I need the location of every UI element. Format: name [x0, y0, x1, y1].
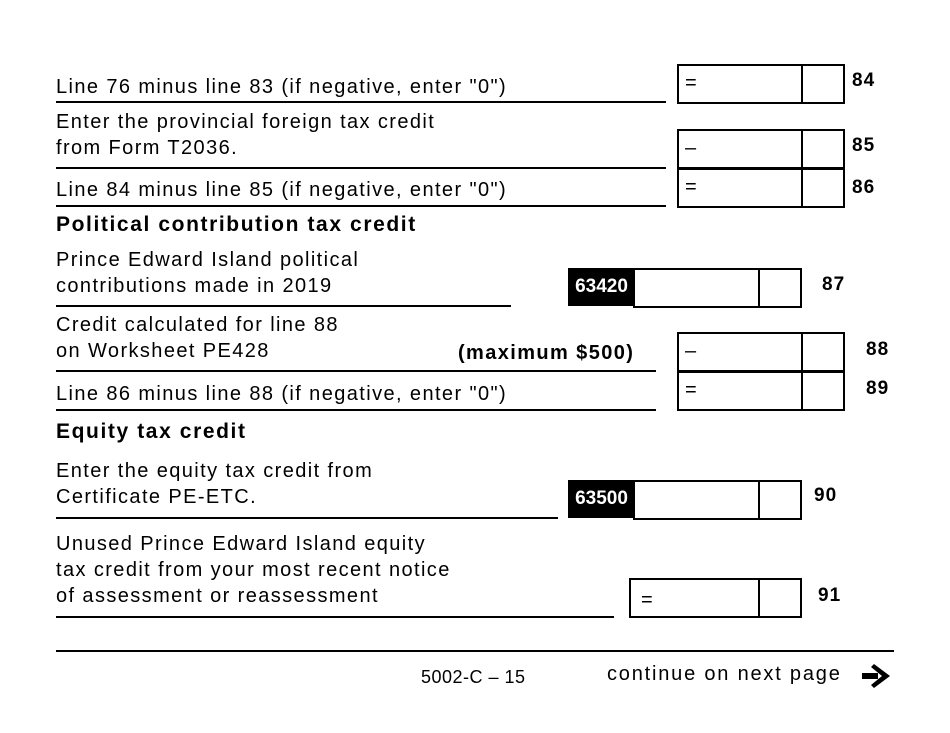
line87-number: 87 — [822, 274, 846, 295]
line86-rule — [56, 205, 666, 207]
line88-number: 88 — [866, 339, 890, 360]
line91-label-3: of assessment or reassessment — [56, 585, 379, 607]
line85-label-2: from Form T2036. — [56, 137, 239, 159]
line89-number: 89 — [866, 378, 890, 399]
line88-rule — [56, 370, 656, 372]
line85-rule — [56, 167, 666, 169]
line85-amount-field[interactable] — [677, 129, 845, 169]
line88-label-1: Credit calculated for line 88 — [56, 314, 339, 336]
line86-label: Line 84 minus line 85 (if negative, enter "0") — [56, 179, 508, 201]
line91-label-1: Unused Prince Edward Island equity — [56, 533, 427, 555]
line84-operator: = — [685, 72, 697, 94]
line90-cents-field[interactable] — [760, 482, 800, 518]
line89-amount-field[interactable] — [677, 371, 845, 411]
line90-label-2: Certificate PE-ETC. — [56, 486, 258, 508]
line87-label-2: contributions made in 2019 — [56, 275, 333, 297]
line87-cents-field[interactable] — [760, 270, 800, 306]
line90-amount-field[interactable] — [633, 480, 802, 520]
line84-rule — [56, 101, 666, 103]
line90-rule — [56, 517, 558, 519]
line87-rule — [56, 305, 511, 307]
line90-code-63500: 63500 — [568, 480, 635, 518]
political-contribution-heading: Political contribution tax credit — [56, 213, 417, 236]
line91-label-2: tax credit from your most recent notice — [56, 559, 451, 581]
line88-operator: – — [685, 340, 697, 362]
line84-amount-field[interactable] — [677, 64, 845, 104]
equity-tax-credit-heading: Equity tax credit — [56, 420, 247, 443]
line89-operator: = — [685, 379, 697, 401]
line88-maximum-note: (maximum $500) — [458, 342, 635, 364]
form-page-number: 5002-C – 15 — [421, 667, 526, 687]
line89-rule — [56, 409, 656, 411]
line84-number: 84 — [852, 70, 876, 91]
line88-label-2: on Worksheet PE428 — [56, 340, 270, 362]
line85-operator: – — [685, 137, 697, 159]
line87-label-1: Prince Edward Island political — [56, 249, 360, 271]
line86-number: 86 — [852, 177, 876, 198]
line85-label-1: Enter the provincial foreign tax credit — [56, 111, 436, 133]
line88-amount-field[interactable] — [677, 332, 845, 372]
line91-rule — [56, 616, 614, 618]
line90-label-1: Enter the equity tax credit from — [56, 460, 374, 482]
line84-label: Line 76 minus line 83 (if negative, enter "0") — [56, 76, 508, 98]
line86-cents-field[interactable] — [803, 170, 843, 206]
line89-label: Line 86 minus line 88 (if negative, enter "0") — [56, 383, 508, 405]
line89-cents-field[interactable] — [803, 373, 843, 409]
line91-number: 91 — [818, 585, 842, 606]
line91-cents-field[interactable] — [760, 580, 800, 616]
line86-amount-field[interactable] — [677, 168, 845, 208]
continue-next-page-text: continue on next page — [607, 663, 842, 685]
line87-amount-field[interactable] — [633, 268, 802, 308]
footer-rule — [56, 650, 894, 652]
line84-cents-field[interactable] — [803, 66, 843, 102]
line87-code-63420: 63420 — [568, 268, 635, 306]
line90-number: 90 — [814, 485, 838, 506]
line85-number: 85 — [852, 135, 876, 156]
line85-cents-field[interactable] — [803, 131, 843, 167]
line91-operator: = — [641, 589, 653, 611]
line86-operator: = — [685, 176, 697, 198]
line88-cents-field[interactable] — [803, 334, 843, 370]
line91-amount-field[interactable] — [629, 578, 802, 618]
right-arrow-icon — [862, 664, 892, 688]
